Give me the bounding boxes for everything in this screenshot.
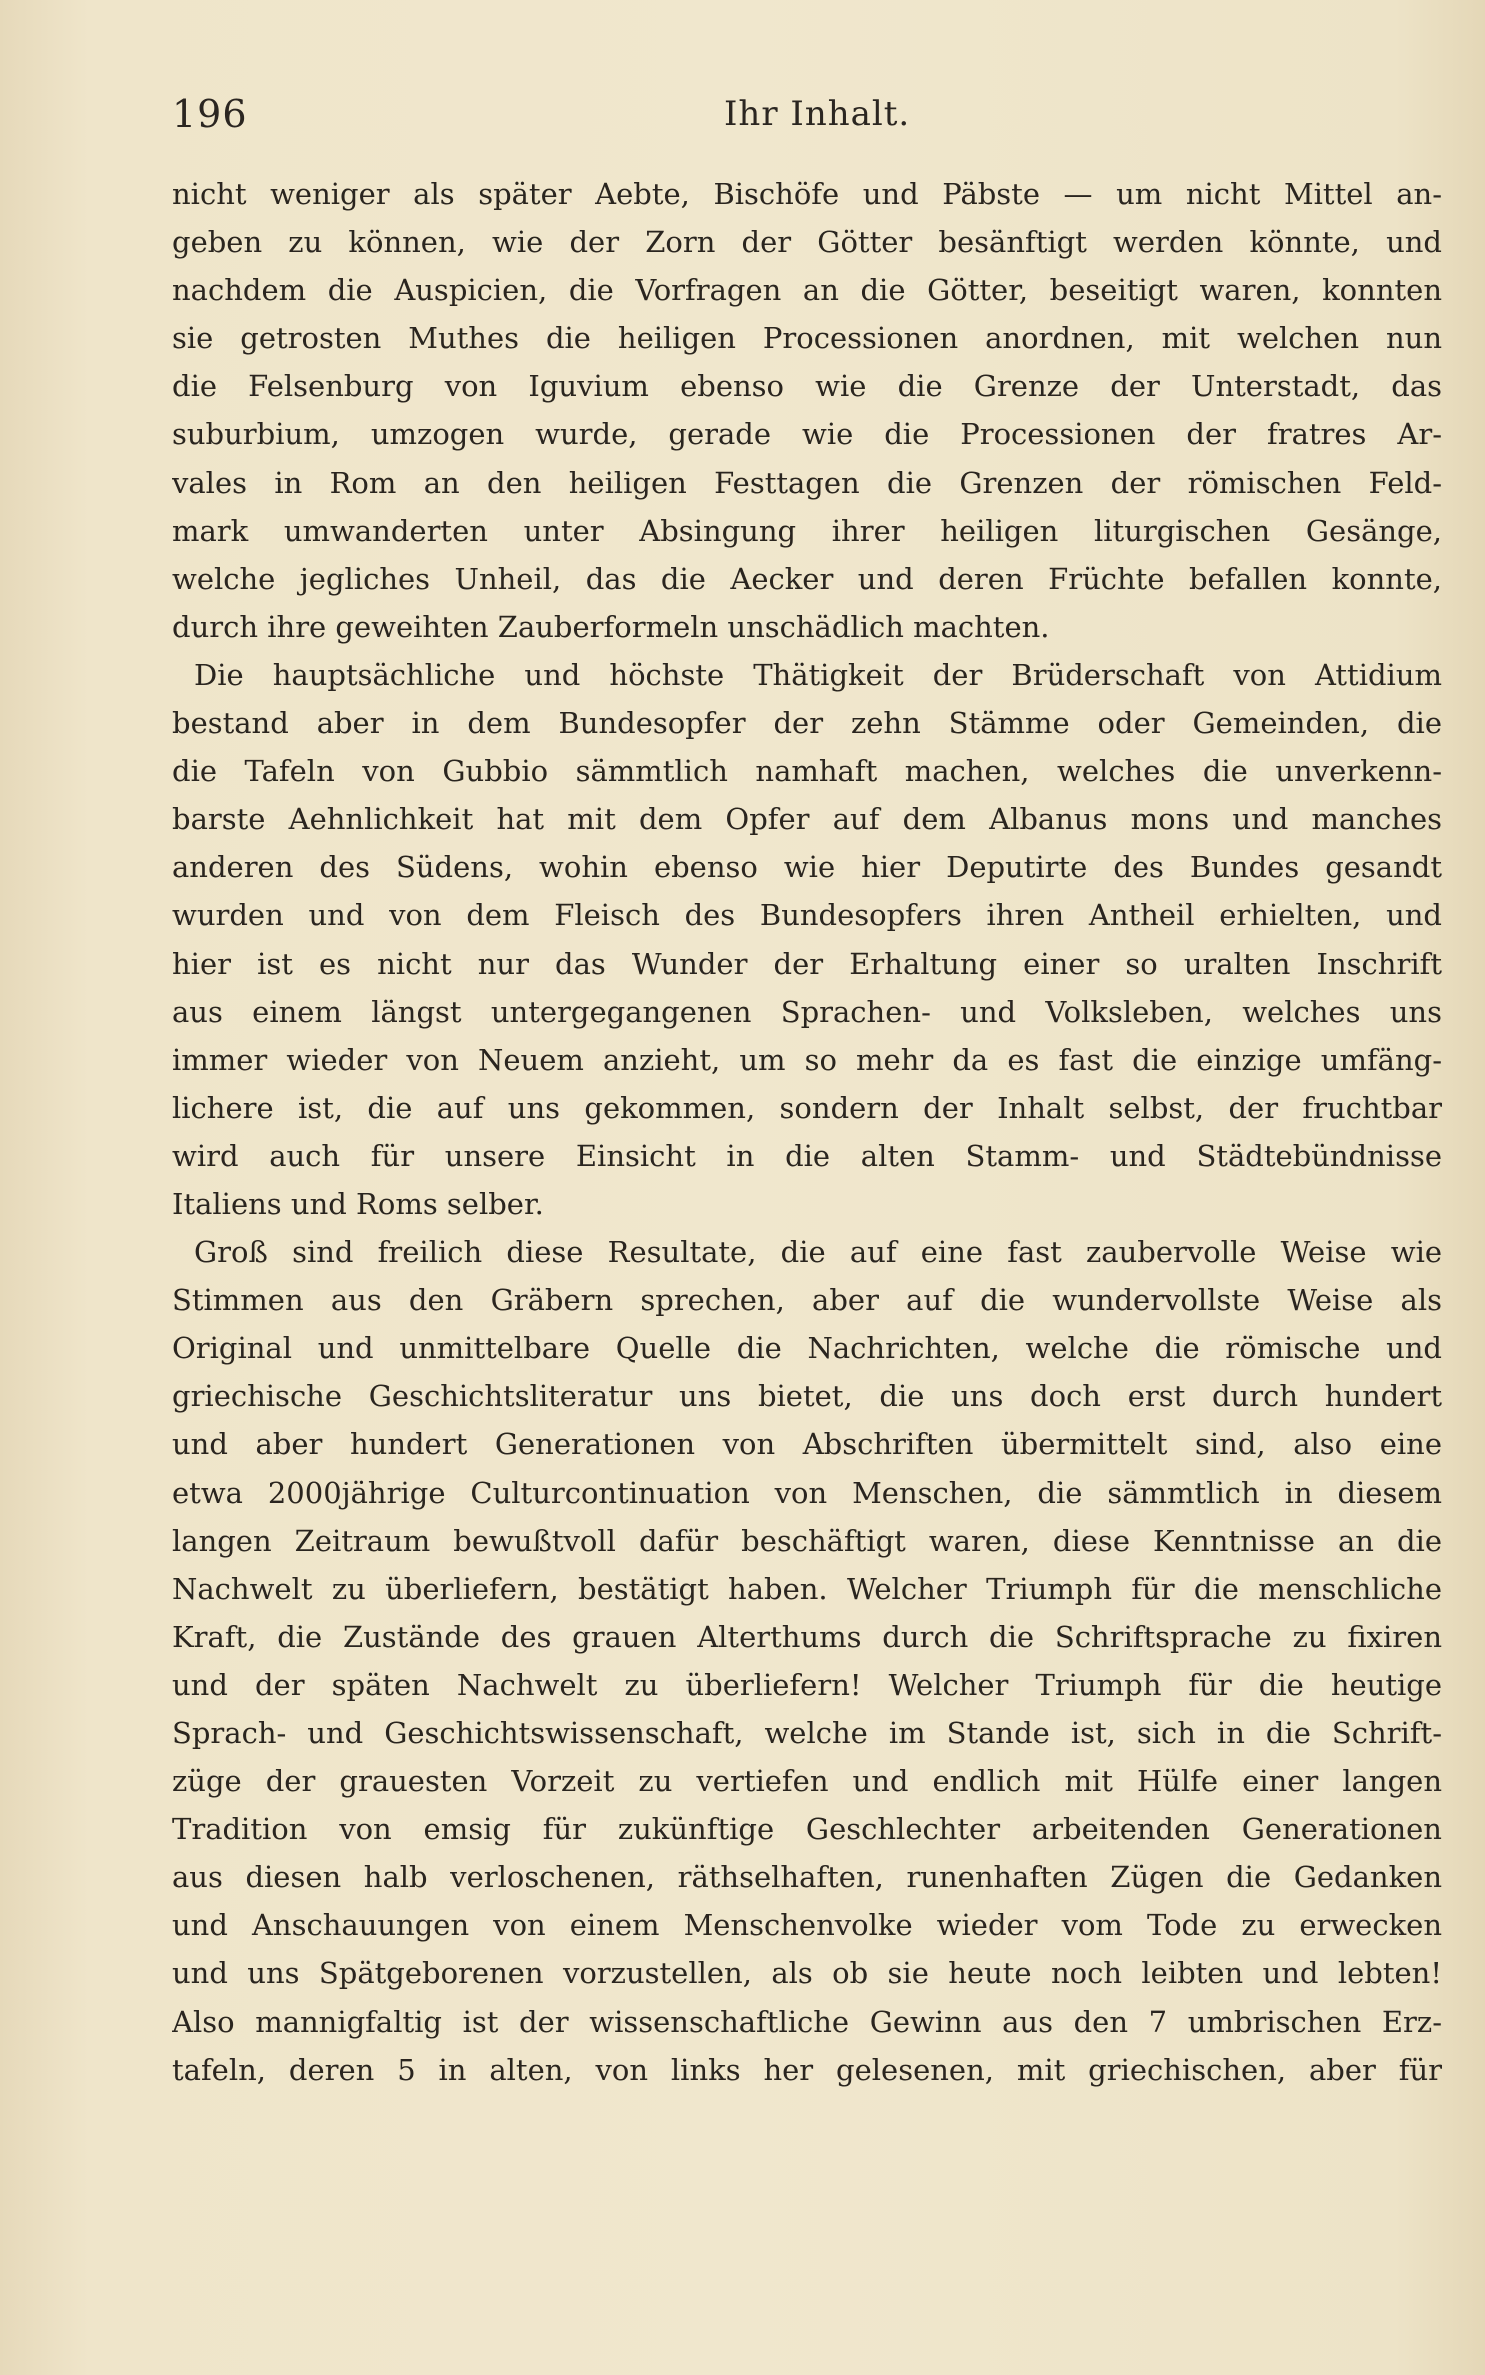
text-line: die Felsenburg von Iguvium ebenso wie die Grenze der Unterstadt, das (172, 369, 1442, 404)
text-line: Italiens und Roms selber. (172, 1186, 544, 1221)
text-line: Also mannigfaltig ist der wissenschaftliche Gewinn aus den 7 umbrischen Erz- (172, 2004, 1442, 2039)
text-line: nicht weniger als später Aebte, Bischöfe und Päbste — um nicht Mittel an- (172, 177, 1442, 211)
text-line: mark umwanderten unter Absingung ihrer heiligen liturgischen Gesänge, (172, 513, 1442, 548)
text-line: vales in Rom an den heiligen Festtagen die Grenzen der römischen Feld- (172, 465, 1442, 500)
text-line: geben zu können, wie der Zorn der Götter besänftigt werden könnte, und (172, 225, 1442, 260)
text-line: Kraft, die Zustände des grauen Alterthums durch die Schriftsprache zu fixiren (172, 1619, 1442, 1654)
text-line: und aber hundert Generationen von Abschriften übermittelt sind, also eine (172, 1427, 1442, 1462)
page-header (172, 92, 1442, 144)
page-number: 196 (172, 92, 248, 136)
text-line: lichere ist, die auf uns gekommen, sondern der Inhalt selbst, der fruchtbar (172, 1090, 1442, 1125)
text-line: die Tafeln von Gubbio sämmtlich namhaft machen, welches die unverkenn- (172, 754, 1442, 789)
text-line: suburbium, umzogen wurde, gerade wie die Processionen der fratres Ar- (172, 417, 1442, 452)
text-line: Nachwelt zu überliefern, bestätigt haben. Welcher Triumph für die menschliche (172, 1571, 1442, 1606)
text-line: Sprach- und Geschichtswissenschaft, welche im Stande ist, sich in die Schrift- (172, 1716, 1442, 1750)
text-line: barste Aehnlichkeit hat mit dem Opfer auf dem Albanus mons und manches (172, 802, 1442, 837)
text-line: züge der grauesten Vorzeit zu vertiefen und endlich mit Hülfe einer langen (172, 1764, 1442, 1799)
paragraph-3 (172, 1228, 1442, 2094)
text-line: nachdem die Auspicien, die Vorfragen an die Götter, beseitigt waren, konnten (172, 273, 1442, 308)
text-line: anderen des Südens, wohin ebenso wie hier Deputirte des Bundes gesandt (172, 850, 1442, 885)
text-line: etwa 2000jährige Culturcontinuation von Menschen, die sämmtlich in diesem (172, 1475, 1442, 1510)
text-line: welche jegliches Unheil, das die Aecker und deren Früchte befallen konnte, (172, 561, 1442, 596)
running-title: Ihr Inhalt. (724, 94, 911, 134)
text-line: wird auch für unsere Einsicht in die alten Stamm- und Städtebündnisse (172, 1138, 1442, 1173)
text-line: Die hauptsächliche und höchste Thätigkeit der Brüderschaft von Attidium (194, 657, 1442, 692)
text-line: Original und unmittelbare Quelle die Nachrichten, welche die römische und (172, 1331, 1442, 1366)
text-line: langen Zeitraum bewußtvoll dafür beschäftigt waren, diese Kenntnisse an die (172, 1523, 1442, 1558)
text-line: und der späten Nachwelt zu überliefern! Welcher Triumph für die heutige (172, 1667, 1442, 1702)
text-line: Groß sind freilich diese Resultate, die auf eine fast zaubervolle Weise wie (194, 1235, 1442, 1270)
text-line: und uns Spätgeborenen vorzustellen, als ob sie heute noch leibten und lebten! (172, 1956, 1442, 1991)
text-line: hier ist es nicht nur das Wunder der Erhaltung einer so uralten Inschrift (172, 946, 1442, 981)
text-line: und Anschauungen von einem Menschenvolke wieder vom Tode zu erwecken (172, 1908, 1442, 1943)
text-line: aus einem längst untergegangenen Sprachen- und Volksleben, welches uns (172, 994, 1442, 1029)
text-line: durch ihre geweihten Zauberformeln unschädlich machten. (172, 609, 1050, 644)
body-text (172, 170, 1442, 2094)
text-line: immer wieder von Neuem anzieht, um so mehr da es fast die einzige umfäng- (172, 1042, 1442, 1077)
text-line: Tradition von emsig für zukünftige Geschlechter arbeitenden Generationen (172, 1812, 1442, 1847)
text-line: griechische Geschichtsliteratur uns bietet, die uns doch erst durch hundert (172, 1379, 1442, 1414)
text-line: tafeln, deren 5 in alten, von links her gelesenen, mit griechischen, aber für (172, 2052, 1442, 2087)
text-line: sie getrosten Muthes die heiligen Processionen anordnen, mit welchen nun (172, 321, 1442, 356)
text-line: aus diesen halb verloschenen, räthselhaften, runenhaften Zügen die Gedanken (172, 1860, 1442, 1895)
paragraph-2 (172, 651, 1442, 1228)
text-line: wurden und von dem Fleisch des Bundesopfers ihren Antheil erhielten, und (172, 898, 1442, 933)
text-line: Stimmen aus den Gräbern sprechen, aber auf die wundervollste Weise als (172, 1283, 1442, 1318)
text-line: bestand aber in dem Bundesopfer der zehn Stämme oder Gemeinden, die (172, 706, 1442, 741)
paragraph-1 (172, 170, 1442, 651)
